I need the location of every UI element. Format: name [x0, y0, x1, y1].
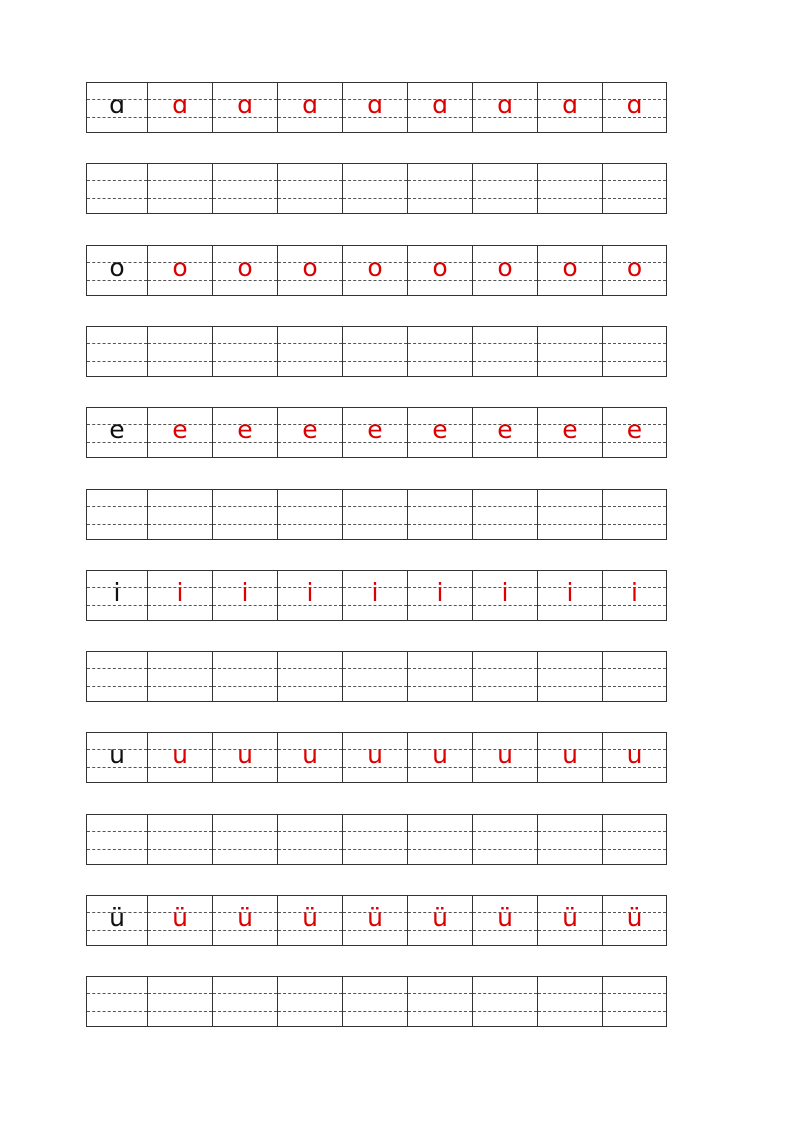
trace-letter: e — [367, 415, 383, 444]
letter-row — [86, 570, 667, 621]
dashed-guide-line — [538, 343, 602, 344]
trace-letter-cell — [407, 895, 472, 946]
dashed-guide-line — [473, 831, 537, 832]
dashed-guide-line — [213, 180, 277, 181]
model-letter: o — [109, 253, 125, 282]
trace-letter-cell — [472, 245, 537, 296]
blank-writing-cell — [147, 651, 212, 702]
blank-writing-cell — [472, 326, 537, 377]
letter-row — [86, 245, 667, 296]
dashed-guide-line — [343, 668, 407, 669]
letter-row — [86, 82, 667, 133]
trace-letter: e — [497, 415, 513, 444]
trace-letter-cell — [472, 570, 537, 621]
blank-writing-cell — [147, 489, 212, 540]
trace-letter-cell — [537, 732, 602, 783]
dashed-guide-line — [408, 831, 472, 832]
dashed-guide-line — [87, 198, 147, 199]
trace-letter: ü — [302, 903, 318, 932]
blank-writing-cell — [86, 163, 147, 214]
dashed-guide-line — [213, 849, 277, 850]
blank-writing-cell — [212, 976, 277, 1027]
dashed-guide-line — [473, 343, 537, 344]
dashed-guide-line — [343, 1011, 407, 1012]
dashed-guide-line — [408, 180, 472, 181]
trace-letter: ü — [497, 903, 513, 932]
trace-letter-cell — [602, 570, 667, 621]
blank-writing-cell — [86, 326, 147, 377]
dashed-guide-line — [87, 668, 147, 669]
trace-letter-cell — [277, 732, 342, 783]
practice-row — [86, 489, 667, 540]
dashed-guide-line — [538, 993, 602, 994]
dashed-guide-line — [148, 686, 212, 687]
trace-letter: ü — [626, 903, 643, 932]
dashed-guide-line — [87, 524, 147, 525]
trace-letter: i — [436, 578, 444, 607]
dashed-guide-line — [408, 849, 472, 850]
trace-letter-cell — [342, 245, 407, 296]
blank-writing-cell — [602, 326, 667, 377]
blank-writing-cell — [472, 163, 537, 214]
dashed-guide-line — [213, 1011, 277, 1012]
dashed-guide-line — [603, 198, 666, 199]
dashed-guide-line — [87, 180, 147, 181]
dashed-guide-line — [343, 343, 407, 344]
blank-writing-cell — [277, 814, 342, 865]
dashed-guide-line — [343, 831, 407, 832]
blank-writing-cell — [602, 814, 667, 865]
blank-writing-cell — [407, 651, 472, 702]
trace-letter: e — [237, 415, 253, 444]
trace-letter: e — [302, 415, 318, 444]
dashed-guide-line — [538, 849, 602, 850]
trace-letter-cell — [212, 895, 277, 946]
trace-letter: e — [172, 415, 188, 444]
dashed-guide-line — [87, 343, 147, 344]
dashed-guide-line — [473, 849, 537, 850]
dashed-guide-line — [538, 198, 602, 199]
dashed-guide-line — [538, 686, 602, 687]
blank-writing-cell — [342, 163, 407, 214]
trace-letter: ü — [562, 903, 578, 932]
letter-row — [86, 407, 667, 458]
dashed-guide-line — [538, 180, 602, 181]
dashed-guide-line — [278, 686, 342, 687]
dashed-guide-line — [603, 849, 666, 850]
trace-letter: u — [497, 740, 513, 769]
trace-letter: o — [302, 253, 318, 282]
dashed-guide-line — [538, 524, 602, 525]
trace-letter-cell — [212, 245, 277, 296]
dashed-guide-line — [408, 686, 472, 687]
blank-writing-cell — [147, 976, 212, 1027]
dashed-guide-line — [473, 180, 537, 181]
trace-letter: u — [562, 740, 578, 769]
trace-letter-cell — [277, 82, 342, 133]
dashed-guide-line — [213, 668, 277, 669]
trace-letter: ɑ — [302, 90, 318, 119]
trace-letter-cell — [277, 407, 342, 458]
trace-letter: o — [432, 253, 448, 282]
dashed-guide-line — [408, 993, 472, 994]
blank-writing-cell — [407, 326, 472, 377]
blank-writing-cell — [602, 489, 667, 540]
blank-writing-cell — [147, 814, 212, 865]
dashed-guide-line — [278, 1011, 342, 1012]
dashed-guide-line — [603, 1011, 666, 1012]
dashed-guide-line — [148, 506, 212, 507]
dashed-guide-line — [343, 180, 407, 181]
dashed-guide-line — [538, 831, 602, 832]
trace-letter: ɑ — [237, 90, 253, 119]
trace-letter-cell — [147, 570, 212, 621]
dashed-guide-line — [603, 343, 666, 344]
dashed-guide-line — [278, 524, 342, 525]
dashed-guide-line — [278, 506, 342, 507]
trace-letter: o — [367, 253, 383, 282]
dashed-guide-line — [87, 506, 147, 507]
dashed-guide-line — [473, 524, 537, 525]
trace-letter: i — [631, 578, 638, 607]
blank-writing-cell — [212, 489, 277, 540]
blank-writing-cell — [277, 651, 342, 702]
trace-letter: ɑ — [497, 90, 513, 119]
letter-row — [86, 895, 667, 946]
dashed-guide-line — [538, 1011, 602, 1012]
dashed-guide-line — [408, 1011, 472, 1012]
blank-writing-cell — [147, 326, 212, 377]
dashed-guide-line — [213, 993, 277, 994]
dashed-guide-line — [278, 668, 342, 669]
trace-letter: o — [626, 253, 643, 282]
dashed-guide-line — [213, 198, 277, 199]
trace-letter: u — [237, 740, 253, 769]
dashed-guide-line — [473, 686, 537, 687]
trace-letter: ü — [432, 903, 448, 932]
trace-letter-cell — [472, 407, 537, 458]
blank-writing-cell — [537, 651, 602, 702]
trace-letter: u — [432, 740, 448, 769]
dashed-guide-line — [148, 361, 212, 362]
trace-letter: u — [302, 740, 318, 769]
trace-letter: o — [172, 253, 188, 282]
dashed-guide-line — [213, 831, 277, 832]
blank-writing-cell — [407, 814, 472, 865]
trace-letter-cell — [472, 895, 537, 946]
trace-letter: ü — [367, 903, 383, 932]
dashed-guide-line — [408, 506, 472, 507]
trace-letter-cell — [472, 732, 537, 783]
trace-letter-cell — [277, 570, 342, 621]
dashed-guide-line — [408, 198, 472, 199]
blank-writing-cell — [537, 163, 602, 214]
dashed-guide-line — [278, 343, 342, 344]
dashed-guide-line — [343, 993, 407, 994]
blank-writing-cell — [212, 326, 277, 377]
trace-letter: o — [562, 253, 578, 282]
blank-writing-cell — [472, 489, 537, 540]
trace-letter-cell — [472, 82, 537, 133]
trace-letter-cell — [342, 82, 407, 133]
trace-letter-cell — [407, 732, 472, 783]
trace-letter-cell — [147, 407, 212, 458]
blank-writing-cell — [342, 976, 407, 1027]
model-letter: i — [113, 578, 121, 607]
trace-letter: ü — [172, 903, 188, 932]
dashed-guide-line — [278, 361, 342, 362]
blank-writing-cell — [212, 814, 277, 865]
trace-letter: i — [306, 578, 314, 607]
model-letter: u — [109, 740, 125, 769]
trace-letter: e — [432, 415, 448, 444]
dashed-guide-line — [278, 849, 342, 850]
trace-letter: u — [367, 740, 383, 769]
dashed-guide-line — [603, 506, 666, 507]
dashed-guide-line — [87, 849, 147, 850]
model-letter-cell — [86, 245, 147, 296]
blank-writing-cell — [537, 489, 602, 540]
dashed-guide-line — [148, 343, 212, 344]
blank-writing-cell — [277, 489, 342, 540]
blank-writing-cell — [277, 163, 342, 214]
blank-writing-cell — [407, 163, 472, 214]
dashed-guide-line — [148, 849, 212, 850]
trace-letter-cell — [602, 82, 667, 133]
trace-letter-cell — [537, 570, 602, 621]
model-letter: ü — [109, 903, 125, 932]
dashed-guide-line — [408, 668, 472, 669]
blank-writing-cell — [277, 976, 342, 1027]
blank-writing-cell — [86, 976, 147, 1027]
dashed-guide-line — [603, 831, 666, 832]
dashed-guide-line — [343, 198, 407, 199]
dashed-guide-line — [278, 198, 342, 199]
trace-letter: i — [371, 578, 379, 607]
model-letter: ɑ — [109, 90, 125, 119]
dashed-guide-line — [213, 343, 277, 344]
blank-writing-cell — [602, 976, 667, 1027]
blank-writing-cell — [277, 326, 342, 377]
practice-row — [86, 326, 667, 377]
dashed-guide-line — [343, 686, 407, 687]
trace-letter: u — [172, 740, 188, 769]
trace-letter: ɑ — [432, 90, 448, 119]
trace-letter: ɑ — [172, 90, 188, 119]
dashed-guide-line — [278, 180, 342, 181]
trace-letter: i — [241, 578, 249, 607]
dashed-guide-line — [408, 343, 472, 344]
trace-letter-cell — [537, 895, 602, 946]
dashed-guide-line — [408, 361, 472, 362]
blank-writing-cell — [342, 326, 407, 377]
trace-letter-cell — [147, 245, 212, 296]
dashed-guide-line — [408, 524, 472, 525]
blank-writing-cell — [472, 976, 537, 1027]
model-letter-cell — [86, 407, 147, 458]
dashed-guide-line — [213, 506, 277, 507]
dashed-guide-line — [603, 180, 666, 181]
trace-letter-cell — [602, 732, 667, 783]
blank-writing-cell — [86, 814, 147, 865]
blank-writing-cell — [537, 976, 602, 1027]
trace-letter-cell — [147, 895, 212, 946]
dashed-guide-line — [87, 1011, 147, 1012]
trace-letter: ɑ — [562, 90, 578, 119]
trace-letter-cell — [602, 407, 667, 458]
dashed-guide-line — [87, 686, 147, 687]
dashed-guide-line — [213, 524, 277, 525]
trace-letter-cell — [342, 407, 407, 458]
trace-letter-cell — [537, 407, 602, 458]
practice-row — [86, 163, 667, 214]
dashed-guide-line — [148, 993, 212, 994]
dashed-guide-line — [148, 831, 212, 832]
dashed-guide-line — [473, 506, 537, 507]
trace-letter: e — [562, 415, 578, 444]
dashed-guide-line — [87, 831, 147, 832]
trace-letter-cell — [147, 82, 212, 133]
trace-letter-cell — [407, 407, 472, 458]
trace-letter-cell — [342, 895, 407, 946]
blank-writing-cell — [342, 651, 407, 702]
dashed-guide-line — [213, 686, 277, 687]
blank-writing-cell — [147, 163, 212, 214]
trace-letter: ü — [237, 903, 253, 932]
dashed-guide-line — [538, 668, 602, 669]
trace-letter: i — [566, 578, 574, 607]
blank-writing-cell — [602, 163, 667, 214]
trace-letter-cell — [212, 407, 277, 458]
practice-row — [86, 651, 667, 702]
dashed-guide-line — [278, 831, 342, 832]
trace-letter-cell — [537, 82, 602, 133]
dashed-guide-line — [473, 993, 537, 994]
trace-letter-cell — [277, 895, 342, 946]
dashed-guide-line — [148, 1011, 212, 1012]
trace-letter: i — [176, 578, 184, 607]
trace-letter-cell — [212, 570, 277, 621]
trace-letter-cell — [407, 570, 472, 621]
blank-writing-cell — [342, 489, 407, 540]
blank-writing-cell — [537, 814, 602, 865]
dashed-guide-line — [538, 361, 602, 362]
dashed-guide-line — [343, 524, 407, 525]
dashed-guide-line — [213, 361, 277, 362]
dashed-guide-line — [473, 668, 537, 669]
dashed-guide-line — [603, 993, 666, 994]
trace-letter: e — [626, 415, 643, 444]
trace-letter: u — [626, 740, 643, 769]
blank-writing-cell — [602, 651, 667, 702]
blank-writing-cell — [537, 326, 602, 377]
dashed-guide-line — [87, 993, 147, 994]
practice-row — [86, 814, 667, 865]
trace-letter-cell — [407, 245, 472, 296]
trace-letter-cell — [602, 245, 667, 296]
dashed-guide-line — [148, 524, 212, 525]
dashed-guide-line — [148, 668, 212, 669]
blank-writing-cell — [212, 163, 277, 214]
trace-letter-cell — [407, 82, 472, 133]
dashed-guide-line — [343, 506, 407, 507]
dashed-guide-line — [343, 361, 407, 362]
trace-letter-cell — [342, 570, 407, 621]
blank-writing-cell — [472, 651, 537, 702]
practice-row — [86, 976, 667, 1027]
dashed-guide-line — [343, 849, 407, 850]
trace-letter-cell — [277, 245, 342, 296]
trace-letter-cell — [147, 732, 212, 783]
dashed-guide-line — [603, 524, 666, 525]
letter-row — [86, 732, 667, 783]
trace-letter: i — [501, 578, 509, 607]
dashed-guide-line — [87, 361, 147, 362]
blank-writing-cell — [86, 489, 147, 540]
model-letter-cell — [86, 732, 147, 783]
model-letter-cell — [86, 570, 147, 621]
model-letter: e — [109, 415, 125, 444]
trace-letter-cell — [602, 895, 667, 946]
dashed-guide-line — [148, 198, 212, 199]
trace-letter: o — [497, 253, 513, 282]
dashed-guide-line — [603, 361, 666, 362]
dashed-guide-line — [148, 180, 212, 181]
dashed-guide-line — [603, 668, 666, 669]
model-letter-cell — [86, 82, 147, 133]
trace-letter-cell — [212, 82, 277, 133]
blank-writing-cell — [407, 976, 472, 1027]
trace-letter: ɑ — [367, 90, 383, 119]
dashed-guide-line — [603, 686, 666, 687]
trace-letter: o — [237, 253, 253, 282]
dashed-guide-line — [473, 361, 537, 362]
dashed-guide-line — [473, 198, 537, 199]
trace-letter-cell — [537, 245, 602, 296]
blank-writing-cell — [342, 814, 407, 865]
trace-letter-cell — [342, 732, 407, 783]
dashed-guide-line — [278, 993, 342, 994]
model-letter-cell — [86, 895, 147, 946]
trace-letter: ɑ — [626, 90, 643, 119]
blank-writing-cell — [212, 651, 277, 702]
blank-writing-cell — [472, 814, 537, 865]
blank-writing-cell — [407, 489, 472, 540]
blank-writing-cell — [86, 651, 147, 702]
dashed-guide-line — [538, 506, 602, 507]
dashed-guide-line — [473, 1011, 537, 1012]
trace-letter-cell — [212, 732, 277, 783]
